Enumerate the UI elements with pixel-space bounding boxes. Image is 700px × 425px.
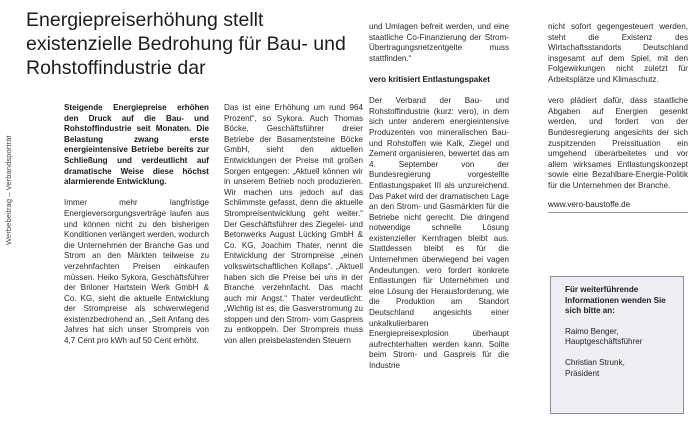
body-paragraph-3: und Umlagen befreit werden, und eine staatliche Co-Finanzierung der Strom-Übertragungsnetzentgelte muss stattfinden.“ xyxy=(369,22,509,63)
contact-1-role: Hauptgeschäftsführer xyxy=(565,337,643,347)
sideline-label: Werbebeitrag – Verbandsporträt xyxy=(4,135,13,245)
body-paragraph-2: Das ist eine Erhöhung um rund 964 Prozent“, so Sykora. Auch Thomas Böcke, Geschäftsführer dreier Betriebe der Basamentsteine Böcke GmbH, sieht den aktuellen Entwicklungen der Preise mit großen Sorgen entgegen: „Aktuell können wir in unserem Betrieb noch produzieren. Wir machen uns jedoch auf das Schlimmste gefasst, denn die aktuelle Strompreisentwicklung geht weiter.“ Der Geschäftsführer des Ziegelei- und Betonwerks August Lücking GmbH & Co. KG, Joachim Thater, nennt die Entwicklung der Strompreise „einen volkswirtschaftlichen Kollaps“. „Aktuell haben sich die Preise bei uns in der Branche verzehnfacht. Das macht auch mir Angst.“ Thater verdeutlicht: „Wichtig ist es, die Gasverstromung zu stoppen und den Strom- vom Gaspreis zu entkoppeln. Der Strompreis muss von allen preisbelastenden Steuern xyxy=(224,103,364,346)
body-paragraph-6: vero plädiert dafür, dass staatliche Abgaben auf Energien gesenkt werden, und fordert von der Bundesregierung angesichts der sich zuspitzenden Preissituation ein umgehend überarbeitetes und vor allem wirksames Entlastungskonzept sowie eine Bezahlbare-Energie-Politik für die Unternehmen der Branche. xyxy=(548,96,688,190)
text-column-1 xyxy=(64,103,209,357)
text-column-2 xyxy=(224,103,363,357)
subheading: vero kritisiert Entlastungspaket xyxy=(369,74,490,84)
contact-info-box xyxy=(550,276,684,414)
article-headline: Energiepreiserhöhung stellt existenzielle Bedrohung für Bau- und Rohstoffindustrie dar xyxy=(26,9,346,79)
contact-1-name: Raimo Benger, xyxy=(565,326,619,336)
text-column-4 xyxy=(548,22,688,213)
contact-1 xyxy=(565,327,673,348)
contact-2-role: Präsident xyxy=(565,368,600,378)
contact-2-name: Christian Strunk, xyxy=(565,357,625,367)
body-paragraph-4: Der Verband der Bau- und Rohstoffindustrie (kurz: vero), in dem sich unter anderem energieintensive Produzenten von mineralischen Bau- und Rohstoffen wie Kalk, Ziegel und Zement organisieren, bewertet das am 4. September von der Bundesregierung vorgestellte Entlastungspaket III als unzureichend. Das Paket wird der dramatischen Lage an den Strom- und Gasmärkten für die Betriebe nicht gerecht. Die dringend notwendige schnelle Lösung existenzieller Kernfragen bleibt aus. Stattdessen bleibt es für die Unternehmen überwiegend bei vagen Andeutungen. vero fordert konkrete Entlastungen für Unternehmen und eine Lösung der Herausforderung, wie die Produktion am Standort Deutschland angesichts einer unkalkulierbaren Energiepreisexplosion überhaupt aufrechterhalten werden kann. Sollte beim Strom- und Gaspreis für die Industrie xyxy=(369,96,509,370)
contact-2 xyxy=(565,358,673,379)
sideline-label-wrapper xyxy=(4,105,18,245)
lead-paragraph: Steigende Energiepreise erhöhen den Druck auf die Bau- und Rohstoffindustrie seit Monaten. Die Belastung zwang erste energieintensive Betriebe bereits zur Schließung und verdeutlicht auf dramatische Weise diese höchst alarmierende Entwicklung. xyxy=(64,103,209,187)
website-link[interactable]: www.vero-baustoffe.de xyxy=(548,200,688,214)
body-paragraph-5: nicht sofort gegengesteuert werden, steht die Existenz des Wirtschaftsstandorts Deutschland insgesamt auf dem Spiel, mit den Folgewirkungen nicht zuletzt für Arbeitsplätze und Klimaschutz. xyxy=(548,22,688,84)
body-paragraph-1: Immer mehr langfristige Energieversorgungsverträge laufen aus und können nicht zu den bisherigen Konditionen verlängert werden, wodurch die Unternehmen der Branche Gas und Strom an den Märkten teilweise zu verzehnfachten Preisen einkaufen müssen. Heiko Sykora, Geschäftsführer der Briloner Hartstein Werk GmbH & Co. KG, sieht die aktuelle Entwicklung der Strompreise als schwerwiegend existenzbedrohend an. „Seit Anfang des Jahres hat sich unser Strompreis von 4,7 Cent pro kWh auf 50 Cent erhöht. xyxy=(64,198,209,346)
info-box-heading: Für weiterführende Informationen wenden Sie sich bitte an: xyxy=(565,285,666,316)
text-column-3 xyxy=(369,22,509,382)
